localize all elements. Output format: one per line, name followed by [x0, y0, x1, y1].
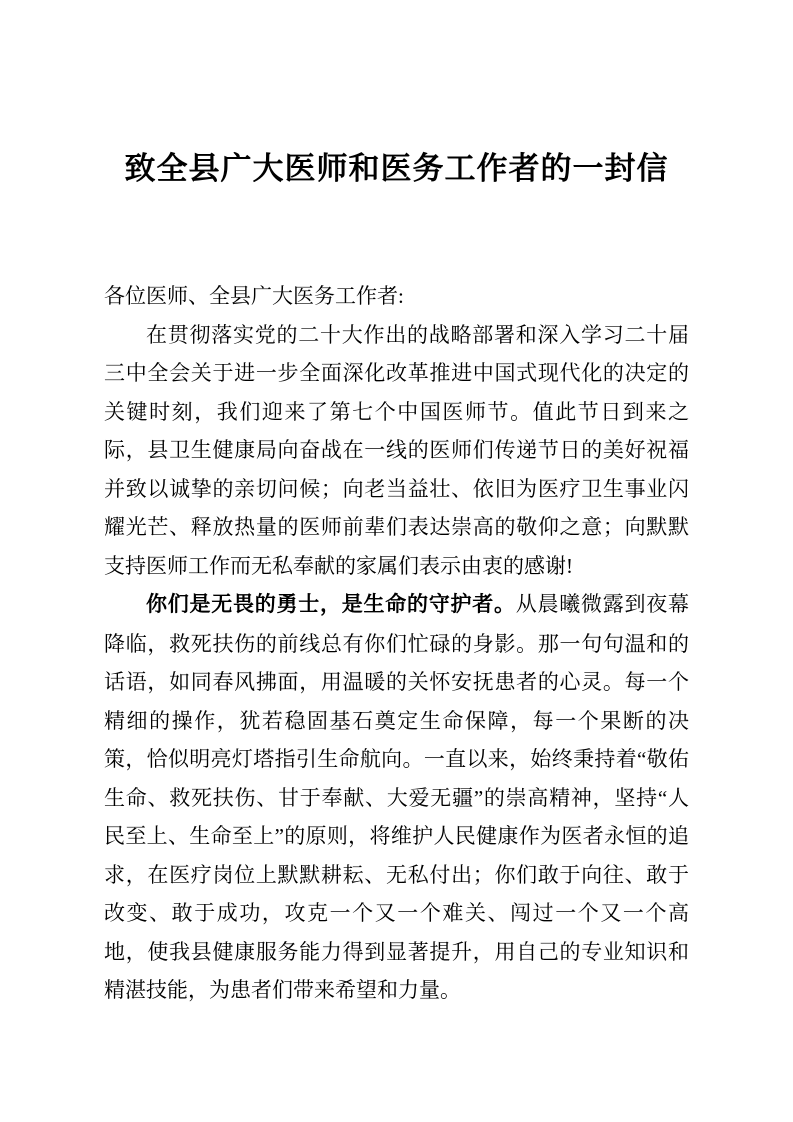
letter-title: 致全县广大医师和医务工作者的一封信 [124, 151, 669, 186]
salutation-line: 各位医师、全县广大医务工作者: [104, 284, 404, 308]
paragraph-1-text: 在贯彻落实党的二十大作出的战略部署和深入学习二十届三中全会关于进一步全面深化改革推进中国式现代化的决定的关键时刻，我们迎来了第七个中国医师节。值此节日到来之际，县卫生健康局向奋战在一线的医师们传递节日的美好祝福并致以诚挚的亲切问候；向老当益壮、依旧为医疗卫生事业闪耀光芒、释放热量的医师前辈们表达崇高的敬仰之意；向默默支持医师工作而无私奉献的家属们表示由衷的感谢! [104, 322, 689, 578]
paragraph-1 [104, 316, 689, 586]
paragraph-2-bold-lead: 你们是无畏的勇士，是生命的守护者。 [146, 593, 516, 616]
paragraph-2 [104, 585, 689, 1010]
paragraph-2-text: 从晨曦微露到夜幕降临，救死扶伤的前线总有你们忙碌的身影。那一句句温和的话语，如同春风拂面，用温暖的关怀安抚患者的心灵。每一个精细的操作，犹若稳固基石奠定生命保障，每一个果断的决策，恰似明亮灯塔指引生命航向。一直以来，始终秉持着“敬佑生命、救死扶伤、甘于奉献、大爱无疆”的崇高精神，坚持“人民至上、生命至上”的原则，将维护人民健康作为医者永恒的追求，在医疗岗位上默默耕耘、无私付出；你们敢于向往、敢于改变、敢于成功，攻克一个又一个难关、闯过一个又一个高地，使我县健康服务能力得到显著提升，用自己的专业知识和精湛技能，为患者们带来希望和力量。 [104, 592, 689, 1002]
